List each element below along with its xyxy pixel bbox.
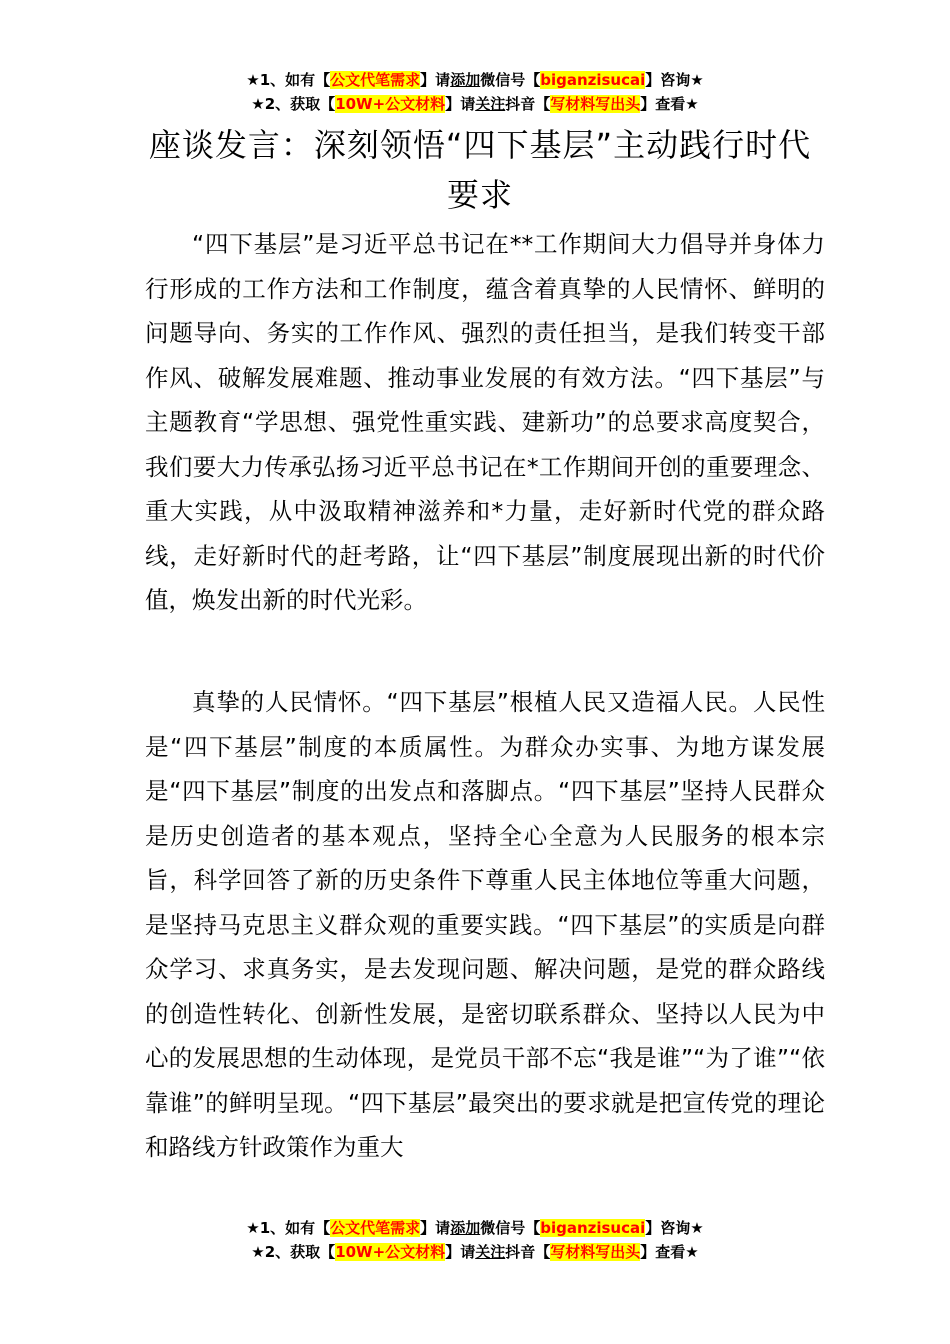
- banner-line-1: ★1、如有【公文代笔需求】请添加微信号【biganzisucai】咨询★: [246, 71, 704, 89]
- highlight-douyin: 写材料写出头: [550, 95, 641, 113]
- highlight-service: 公文代笔需求: [330, 1219, 421, 1237]
- highlight-materials: 10W+公文材料: [335, 1243, 446, 1261]
- header-banner: [0, 68, 950, 116]
- footer-line-1: ★1、如有【公文代笔需求】请添加微信号【biganzisucai】咨询★: [246, 1219, 704, 1237]
- banner-line-2: ★2、获取【10W+公文材料】请关注抖音【写材料写出头】查看★: [251, 95, 699, 113]
- highlight-wechat-id: biganzisucai: [540, 1219, 646, 1237]
- paragraph-intro: “四下基层”是习近平总书记在**工作期间大力倡导并身体力行形成的工作方法和工作制度，蕴含着真挚的人民情怀、鲜明的问题导向、务实的工作作风、强烈的责任担当，是我们转变干部作风、破解发展难题、推动事业发展的有效方法。“四下基层”与主题教育“学思想、强党性重实践、建新功”的总要求高度契合，我们要大力传承弘扬习近平总书记在*工作期间开创的重要理念、重大实践，从中汲取精神滋养和*力量，走好新时代党的群众路线，走好新时代的赶考路，让“四下基层”制度展现出新的时代价值，焕发出新的时代光彩。: [145, 230, 825, 614]
- document-title: 座谈发言：深刻领悟“四下基层”主动践行时代要求: [148, 126, 812, 214]
- footer-line-2: ★2、获取【10W+公文材料】请关注抖音【写材料写出头】查看★: [251, 1243, 699, 1261]
- highlight-wechat-id: biganzisucai: [540, 71, 646, 89]
- highlight-douyin: 写材料写出头: [550, 1243, 641, 1261]
- highlight-materials: 10W+公文材料: [335, 95, 446, 113]
- footer-banner: [0, 1216, 950, 1264]
- paragraph-people-sentiment: 真挚的人民情怀。“四下基层”根植人民又造福人民。人民性是“四下基层”制度的本质属性。为群众办实事、为地方谋发展是“四下基层”制度的出发点和落脚点。“四下基层”坚持人民群众是历史创造者的基本观点，坚持全心全意为人民服务的根本宗旨，科学回答了新的历史条件下尊重人民主体地位等重大问题，是坚持马克思主义群众观的重要实践。“四下基层”的实质是向群众学习、求真务实，是去发现问题、解决问题，是党的群众路线的创造性转化、创新性发展，是密切联系群众、坚持以人民为中心的发展思想的生动体现，是党员干部不忘“我是谁”“为了谁”“依靠谁”的鲜明呈现。“四下基层”最突出的要求就是把宣传党的理论和路线方针政策作为重大: [145, 688, 825, 1161]
- highlight-service: 公文代笔需求: [330, 71, 421, 89]
